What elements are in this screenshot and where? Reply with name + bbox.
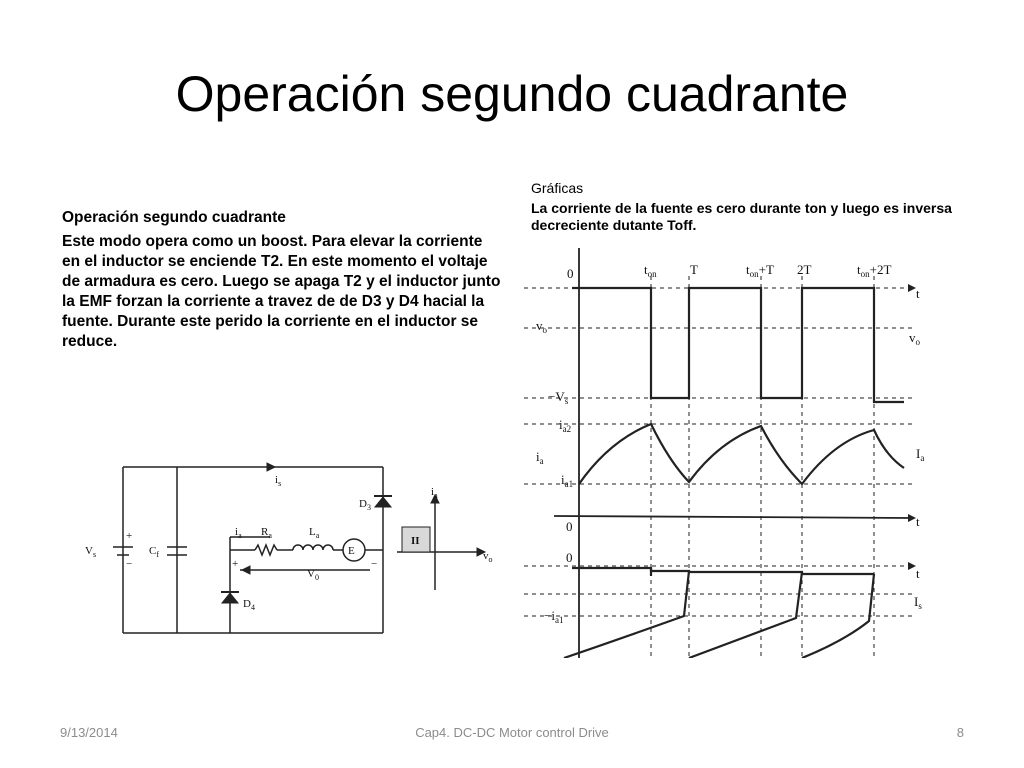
label-plus-v0: + xyxy=(232,558,239,570)
label-d4: $D_4$ xyxy=(243,598,255,612)
footer-date: 9/13/2014 xyxy=(60,725,118,740)
wave-label-t3: t xyxy=(916,566,920,581)
wave-label-Ia: $I_a$ xyxy=(916,446,925,463)
wave-label-t1: t xyxy=(916,286,920,301)
graphs-heading: Gráficas xyxy=(531,180,584,196)
label-quadrant: II xyxy=(411,535,420,547)
graphs-description: La corriente de la fuente es cero durante ton y luego es inversa decreciente dutante Toff. xyxy=(531,200,952,233)
wave-label-Is: $I_s$ xyxy=(914,594,922,611)
label-e: E xyxy=(348,545,355,557)
label-axis-ia: $i_a$ xyxy=(431,486,438,500)
wave-label-zero: 0 xyxy=(567,266,574,281)
wave-label-vo-left: $v_o$ xyxy=(536,318,547,335)
wave-label-ton-2T: $t_{on}+2T$ xyxy=(857,262,892,279)
footer-title: Cap4. DC-DC Motor control Drive xyxy=(415,725,609,740)
wave-label-vo-right: $v_o$ xyxy=(909,330,920,347)
description-body: Este modo opera como un boost. Para elevar la corriente en el inductor se enciende T2. En este momento el voltaje de armadura es cero. Luego se apaga T2 y el inductor junto la EMF forzan la corriente a travez de de D3 y D4 hacial la fuente. Durante este perido la corriente en el inductor se reduce. xyxy=(62,233,501,350)
section-subtitle: Operación segundo cuadrante xyxy=(62,209,286,226)
description-block xyxy=(62,208,502,352)
wave-label-zero3: 0 xyxy=(566,550,573,565)
waveform-plots xyxy=(524,246,954,658)
label-minus-v0: − xyxy=(371,558,378,570)
wave-label-neg-ia1: $-i_{a1}$ xyxy=(544,608,564,625)
label-plus-vs: + xyxy=(126,530,133,542)
label-ia: $i_a$ xyxy=(235,526,242,540)
wave-label-neg-vs: $-V_s$ xyxy=(548,389,569,406)
wave-label-2T: 2T xyxy=(797,262,812,277)
slide-title: Operación segundo cuadrante xyxy=(175,66,849,122)
wave-label-ton: $t_{on}$ xyxy=(644,262,657,279)
label-cf: $C_f$ xyxy=(149,545,160,559)
label-axis-vo: $v_o$ xyxy=(483,550,493,564)
label-la: $L_a$ xyxy=(309,526,320,540)
wave-label-ia1: $i_{a1}$ xyxy=(561,472,574,489)
label-minus-vs: − xyxy=(126,558,133,570)
wave-label-ia2: $i_{a2}$ xyxy=(559,417,572,434)
label-ra: $R_a$ xyxy=(261,526,272,540)
wave-label-t2: t xyxy=(916,514,920,529)
label-v0: $V_0$ xyxy=(307,568,319,582)
footer-page-number: 8 xyxy=(956,725,964,740)
wave-label-ton-T: $t_{on}+T$ xyxy=(746,262,774,279)
wave-label-ia: $i_a$ xyxy=(536,449,544,466)
wave-label-zero2: 0 xyxy=(566,519,573,534)
label-is: $i_s$ xyxy=(275,474,282,488)
circuit-diagram xyxy=(75,455,505,645)
label-vs: $V_s$ xyxy=(85,545,97,559)
wave-label-T: T xyxy=(690,262,698,277)
graphs-caption xyxy=(531,180,981,234)
label-d3: $D_3$ xyxy=(359,498,371,512)
